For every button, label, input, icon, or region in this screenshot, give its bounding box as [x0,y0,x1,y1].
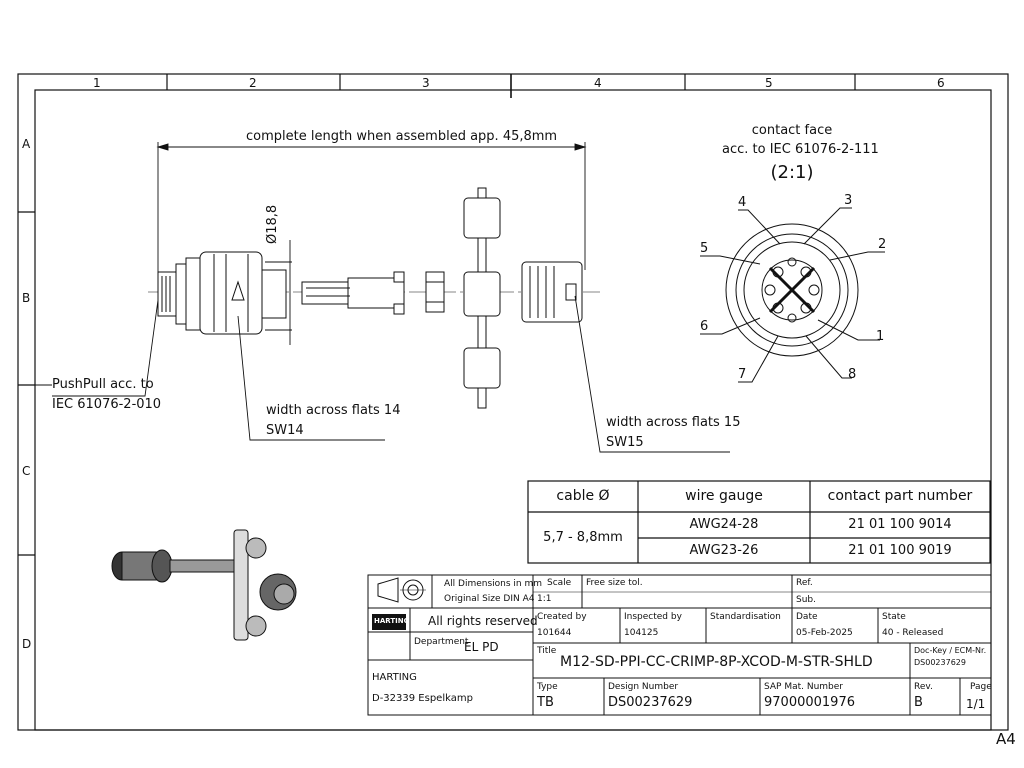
standardisation-label: Standardisation [710,612,781,622]
contact-face-standard: acc. to IEC 61076-2-111 [722,142,879,157]
column-label-2: 2 [249,76,257,90]
sub-label: Sub. [796,595,816,605]
table-row-1-gauge: AWG24-28 [689,517,759,532]
sw15-line1: width across flats 15 [606,415,741,430]
column-label-3: 3 [422,76,430,90]
dims-line2: Original Size DIN A4 [444,594,535,604]
pushpull-line1: PushPull acc. to [52,377,154,392]
diameter-annotation: Ø18,8 [265,204,280,244]
contact-face-title: contact face [751,123,833,138]
row-label-d: D [22,637,32,651]
connector-side-view [158,188,582,408]
design-value: DS00237629 [608,695,693,710]
dockey-value: DS00237629 [914,658,966,667]
scale-label: Scale [547,578,572,588]
page-label: Page [970,682,992,692]
column-label-5: 5 [765,76,773,90]
inspected-value: 104125 [624,628,659,638]
department-value: EL PD [464,640,499,654]
contact-face-scale: (2:1) [770,162,814,183]
design-label: Design Number [608,682,679,692]
table-header-part: contact part number [827,488,973,504]
row-label-a: A [22,137,31,151]
column-label-4: 4 [594,76,602,90]
title-label: Title [537,646,557,656]
state-label: State [882,612,906,622]
inspected-label: Inspected by [624,612,682,622]
contact-face [700,208,885,382]
pin-label-5: 5 [700,241,709,256]
table-header-gauge: wire gauge [685,488,763,504]
date-label: Date [796,612,818,622]
table-header-cable: cable Ø [556,488,610,504]
company-address: D-32339 Espelkamp [372,693,473,704]
harting-logo: HARTING [374,617,410,625]
sw14-line2: SW14 [266,423,304,438]
row-label-b: B [22,291,31,305]
sap-label: SAP Mat. Number [764,682,844,692]
ref-label: Ref. [796,578,813,588]
table-row-2-gauge: AWG23-26 [689,543,759,558]
row-label-c: C [22,464,31,478]
department-label: Department [414,637,469,647]
type-label: Type [537,682,558,692]
page-value: 1/1 [966,697,986,711]
table-row-1-part: 21 01 100 9014 [848,517,952,532]
sw14-line1: width across flats 14 [266,403,401,418]
pin-label-6: 6 [700,319,709,334]
pin-label-3: 3 [844,193,853,208]
sheet-size: A4 [996,730,1016,748]
drawing-title: M12-SD-PPI-CC-CRIMP-8P-XCOD-M-STR-SHLD [560,654,873,670]
rev-label: Rev. [914,682,933,692]
tolerance: Free size tol. [586,578,643,588]
table-cable-range: 5,7 - 8,8mm [543,530,623,545]
length-annotation: complete length when assembled app. 45,8mm [246,129,558,144]
pin-label-8: 8 [848,367,857,382]
pin-label-1: 1 [876,329,885,344]
rights-text: All rights reserved [428,614,538,628]
pin-label-2: 2 [878,237,887,252]
pin-label-7: 7 [738,367,747,382]
sap-value: 97000001976 [764,695,855,710]
scale-value: 1:1 [537,594,552,604]
dockey-label: Doc-Key / ECM-Nr. [914,646,987,655]
created-label: Created by [537,612,587,622]
table-row-2-part: 21 01 100 9019 [848,543,952,558]
created-value: 101644 [537,628,572,638]
sw15-line2: SW15 [606,435,644,450]
company-name: HARTING [372,672,417,683]
connector-3d-view [112,530,296,640]
date-value: 05-Feb-2025 [796,628,853,638]
type-value: TB [537,695,554,710]
column-label-1: 1 [93,76,101,90]
pushpull-line2: IEC 61076-2-010 [52,397,162,412]
dims-line1: All Dimensions in mm [444,579,543,589]
state-value: 40 - Released [882,628,944,638]
column-label-6: 6 [937,76,945,90]
rev-value: B [914,695,923,710]
pin-label-4: 4 [738,195,747,210]
